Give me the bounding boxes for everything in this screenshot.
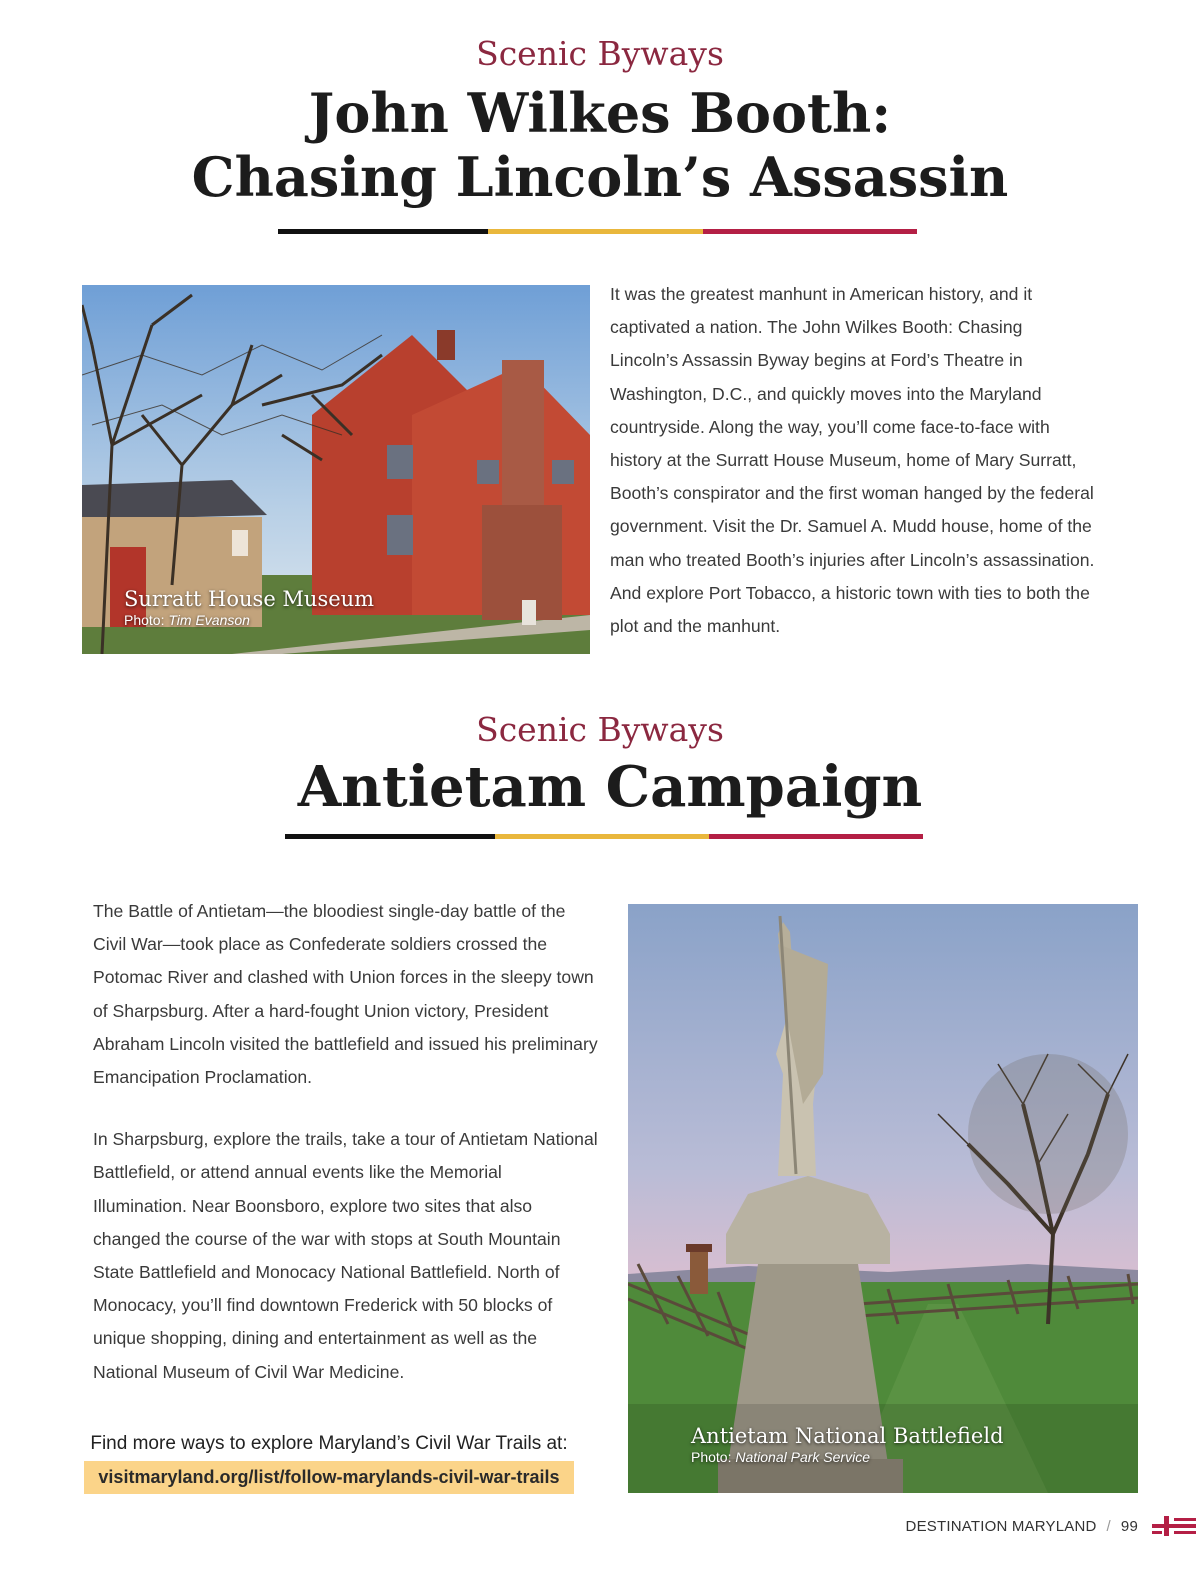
antietam-photo — [628, 904, 1138, 1493]
antietam-monument-illustration — [628, 904, 1138, 1493]
civil-war-trails-link[interactable]: visitmaryland.org/list/follow-marylands-civil-war-trails — [84, 1461, 574, 1494]
surratt-caption-title: Surratt House Museum — [124, 587, 375, 611]
footer-separator: / — [1106, 1518, 1111, 1535]
surratt-photo-credit — [124, 612, 374, 628]
section1-body — [610, 278, 1095, 643]
section1-paragraph: It was the greatest manhunt in American history, and it captivated a nation. The John Wilkes Booth: Chasing Lincoln’s Assassin Byway begins at Ford’s Theatre in Washington, D.C., and quickly moves into the Maryland countryside. Along the way, you’ll come face-to-face with history at the Surratt House Museum, home of Mary Surratt, Booth’s conspirator and the first woman hanged by the federal government. Visit the Dr. Samuel A. Mudd house, home of the man who treated Booth’s injuries after Lincoln’s assassination. And explore Port Tobacco, a historic town with ties to both the plot and the manhunt. — [610, 284, 1095, 637]
credit-name: Tim Evanson — [168, 612, 250, 628]
publication-name: DESTINATION MARYLAND — [905, 1518, 1097, 1535]
cta-text: Find more ways to explore Maryland’s Civil War Trails at: — [90, 1433, 568, 1454]
surratt-photo-caption — [124, 587, 374, 628]
antietam-caption-title: Antietam National Battlefield — [691, 1424, 1004, 1448]
surratt-house-photo — [82, 285, 590, 654]
section2-title: Antietam Campaign — [297, 754, 923, 820]
section2-body — [93, 895, 598, 1389]
section1-title-line2: Chasing Lincoln’s Assassin — [191, 144, 1009, 209]
section1-title-line1: John Wilkes Booth: — [308, 81, 892, 145]
credit-prefix: Photo: — [124, 612, 165, 628]
rule-segment-black — [285, 834, 495, 839]
credit-prefix: Photo: — [691, 1449, 732, 1465]
section2-kicker: Scenic Byways — [476, 710, 724, 749]
section2-paragraph-1: The Battle of Antietam—the bloodiest single-day battle of the Civil War—took place as Confederate soldiers crossed the Potomac River and clashed with Union forces in the sleepy town of Sharpsburg. After a hard-fought Union victory, President Abraham Lincoln visited the battlefield and issued his preliminary Emancipation Proclamation. — [93, 901, 598, 1088]
rule-segment-gold — [488, 229, 703, 234]
section1-tricolor-rule — [278, 229, 917, 234]
rule-segment-red — [709, 834, 923, 839]
antietam-photo-credit — [691, 1449, 1004, 1465]
rule-segment-black — [278, 229, 488, 234]
page-number: 99 — [1120, 1518, 1138, 1535]
antietam-photo-caption — [691, 1424, 1004, 1465]
section2-tricolor-rule — [285, 834, 923, 839]
page-footer — [906, 1518, 1138, 1535]
rule-segment-gold — [495, 834, 709, 839]
maryland-flag-icon — [1152, 1516, 1196, 1536]
credit-name: National Park Service — [735, 1449, 870, 1465]
section1-title — [0, 82, 1200, 209]
rule-segment-red — [703, 229, 917, 234]
section1-kicker: Scenic Byways — [476, 34, 724, 73]
section2-paragraph-2: In Sharpsburg, explore the trails, take a tour of Antietam National Battlefield, or attend annual events like the Memorial Illumination. Near Boonsboro, explore two sites that also changed the course of the war with stops at South Mountain State Battlefield and Monocacy National Battlefield. North of Monocacy, you’ll find downtown Frederick with 50 blocks of unique shopping, dining and entertainment as well as the National Museum of Civil War Medicine. — [93, 1129, 598, 1382]
